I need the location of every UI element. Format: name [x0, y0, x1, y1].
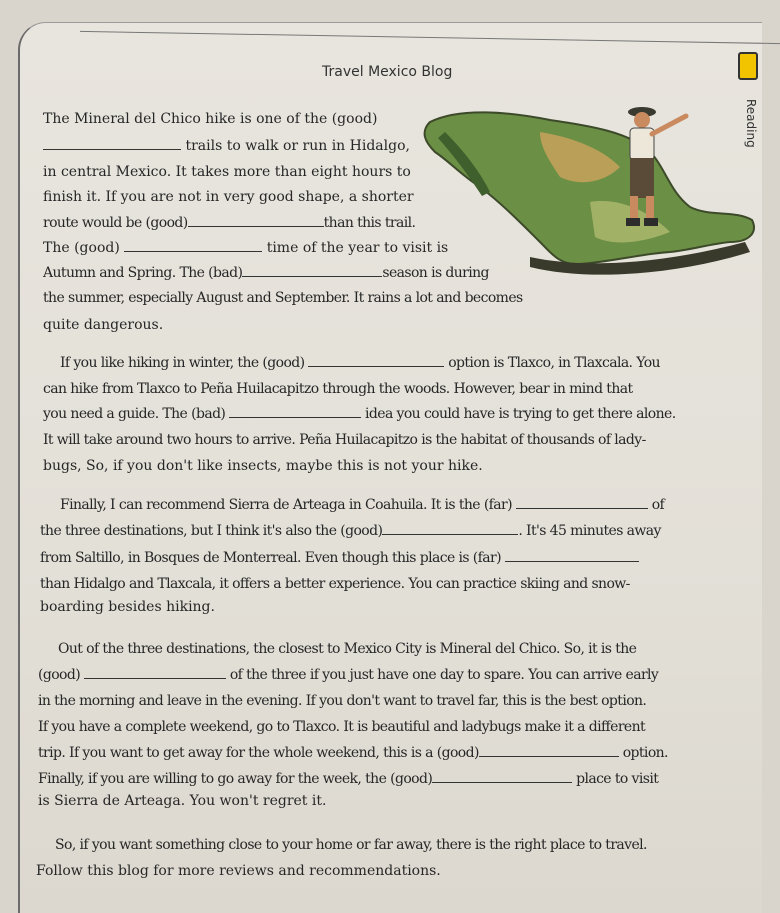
blank-11[interactable] [479, 742, 619, 757]
p4-line2-a: (good) [38, 667, 81, 683]
p5-line1: So, if you want something close to your home or far away, there is the right place to travel. [55, 837, 647, 853]
p3-line1 [60, 492, 664, 518]
p1-line6 [43, 235, 448, 261]
blank-7[interactable] [516, 494, 648, 509]
p2-line2: can hike from Tlaxco to Peña Huilacapitzo through the woods. However, bear in mind that [43, 381, 633, 397]
p1-line6-a: The (good) [43, 240, 120, 256]
p1-line8: the summer, especially August and September. It rains a lot and becomes [43, 290, 523, 306]
p1-line7 [43, 260, 489, 286]
p4-line5-a: trip. If you want to get away for the whole weekend, this is a (good) [38, 745, 479, 761]
blank-1[interactable] [43, 135, 181, 150]
p3-line2-b: . It's 45 minutes away [518, 523, 661, 539]
p1-line2-text: trails to walk or run in Hidalgo, [185, 138, 410, 154]
p4-line2-b: of the three if you just have one day to spare. You can arrive early [229, 667, 659, 683]
book-icon [738, 52, 758, 80]
p2-line3-a: you need a guide. The (bad) [43, 406, 226, 422]
p3-line2 [40, 518, 661, 544]
p2-line4: It will take around two hours to arrive. Peña Huilacapitzo is the habitat of thousands of lady- [43, 432, 646, 448]
blank-9[interactable] [505, 547, 639, 562]
p1-line5 [43, 210, 415, 236]
p4-line3: in the morning and leave in the evening. If you don't want to travel far, this is the best option. [38, 693, 647, 709]
p4-line2 [38, 662, 658, 688]
p1-line3: in central Mexico. It takes more than eight hours to [43, 164, 411, 180]
blank-10[interactable] [84, 664, 226, 679]
p3-line5: boarding besides hiking. [40, 599, 215, 615]
p4-line4: If you have a complete weekend, go to Tlaxco. It is beautiful and ladybugs make it a different [38, 719, 646, 735]
p2-line3 [43, 401, 676, 427]
p4-line1: Out of the three destinations, the closest to Mexico City is Mineral del Chico. So, it is the [58, 641, 637, 657]
p4-line5-b: option. [622, 745, 668, 761]
top-rule [80, 31, 780, 44]
p4-line6-b: place to visit [576, 771, 659, 787]
blank-4[interactable] [242, 262, 382, 277]
p3-line3 [40, 545, 639, 571]
p2-line3-b: idea you could have is trying to get there alone. [365, 406, 676, 422]
p1-line5-a: route would be (good) [43, 215, 188, 231]
p2-line1-a: If you like hiking in winter, the (good) [60, 355, 305, 371]
blank-3[interactable] [124, 237, 262, 252]
blank-8[interactable] [382, 520, 518, 535]
p3-line1-b: of [651, 497, 665, 513]
p4-line5 [38, 740, 668, 766]
p1-line4: finish it. If you are not in very good shape, a shorter [43, 189, 414, 205]
p1-line6-b: time of the year to visit is [266, 240, 449, 256]
p3-line4: than Hidalgo and Tlaxcala, it offers a better experience. You can practice skiing and snow- [40, 576, 630, 592]
blank-5[interactable] [308, 352, 444, 367]
p2-line5: bugs, So, if you don't like insects, maybe this is not your hike. [43, 458, 483, 474]
p2-line1 [60, 350, 660, 376]
p3-line3-a: from Saltillo, in Bosques de Monterreal. Even though this place is (far) [40, 550, 501, 566]
blank-12[interactable] [432, 768, 572, 783]
p4-line7: is Sierra de Arteaga. You won't regret it. [38, 793, 327, 809]
blank-2[interactable] [188, 212, 324, 227]
p3-line2-a: the three destinations, but I think it's also the (good) [40, 523, 383, 539]
p1-line7-a: Autumn and Spring. The (bad) [43, 265, 243, 281]
p1-line7-b: season is during [382, 265, 489, 281]
p1-line5-b: than this trail. [323, 215, 416, 231]
p3-line1-a: Finally, I can recommend Sierra de Arteaga in Coahuila. It is the (far) [60, 497, 512, 513]
side-tab-label: Reading [744, 99, 758, 148]
p2-line1-b: option is Tlaxco, in Tlaxcala. You [448, 355, 660, 371]
p4-line6-a: Finally, if you are willing to go away for the week, the (good) [38, 771, 433, 787]
p1-line9: quite dangerous. [43, 317, 164, 333]
page-title: Travel Mexico Blog [322, 64, 453, 80]
p1-line1: The Mineral del Chico hike is one of the (good) [43, 111, 378, 127]
p5-line2: Follow this blog for more reviews and recommendations. [36, 863, 441, 879]
mexico-map-shape [425, 112, 754, 264]
p1-line2 [43, 133, 410, 159]
blank-6[interactable] [229, 403, 361, 418]
